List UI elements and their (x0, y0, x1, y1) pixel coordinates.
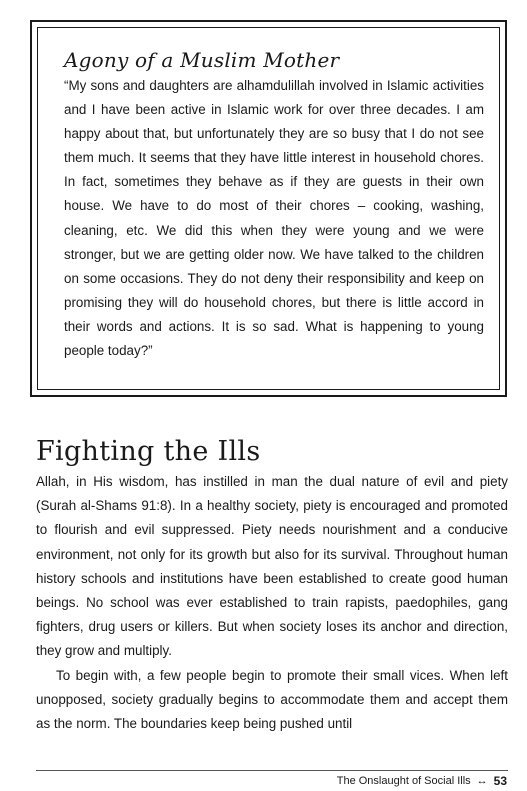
sidebar-box-content (64, 48, 484, 363)
page-number: 53 (493, 774, 507, 788)
section-title: Fighting the Ills (36, 436, 261, 467)
section-fighting-the-ills (36, 436, 508, 736)
paragraph-2: To begin with, a few people begin to promote their small vices. When left unopposed, society gradually begins to accommodate them and accept them as the norm. The boundaries keep being pushed until (36, 667, 508, 732)
paragraph-1: Allah, in His wisdom, has instilled in man the dual nature of evil and piety (Surah al-Shams 91:8). In a healthy society, piety is encouraged and promoted to flourish and evil suppressed. Piety needs nourishment and a conducive environment, not only for its growth but also for its survival. Throughout human history schools and institutions have been established to create good human beings. No school was ever established to train rapists, paedophiles, gang fighters, drug users or killers. But when society loses its anchor and direction, they grow and multiply. (36, 474, 508, 659)
footer-book-title: The Onslaught of Social Ills (336, 775, 471, 787)
box-quote-text: “My sons and daughters are alhamdulillah involved in Islamic activities and I have been active in Islamic work for over three decades. I am happy about that, but unfortunately they are so busy that I do not see them much. It seems that they have little interest in household chores. In fact, sometimes they behave as if they are guests in their own house. We have to do most of their chores – cooking, washing, cleaning, etc. We did this when they were young and we were stronger, but we are getting older now. We have talked to the children on some occasions. They do not deny their responsibility and keep on promising they will do household chores, but there is little accord in their words and actions. It is so sad. What is happening to young people today?” (64, 78, 484, 359)
page-footer (337, 774, 507, 788)
footer-rule (36, 770, 508, 771)
box-title: Agony of a Muslim Mother (64, 48, 340, 72)
double-arrow-icon: ↔ (476, 775, 488, 787)
